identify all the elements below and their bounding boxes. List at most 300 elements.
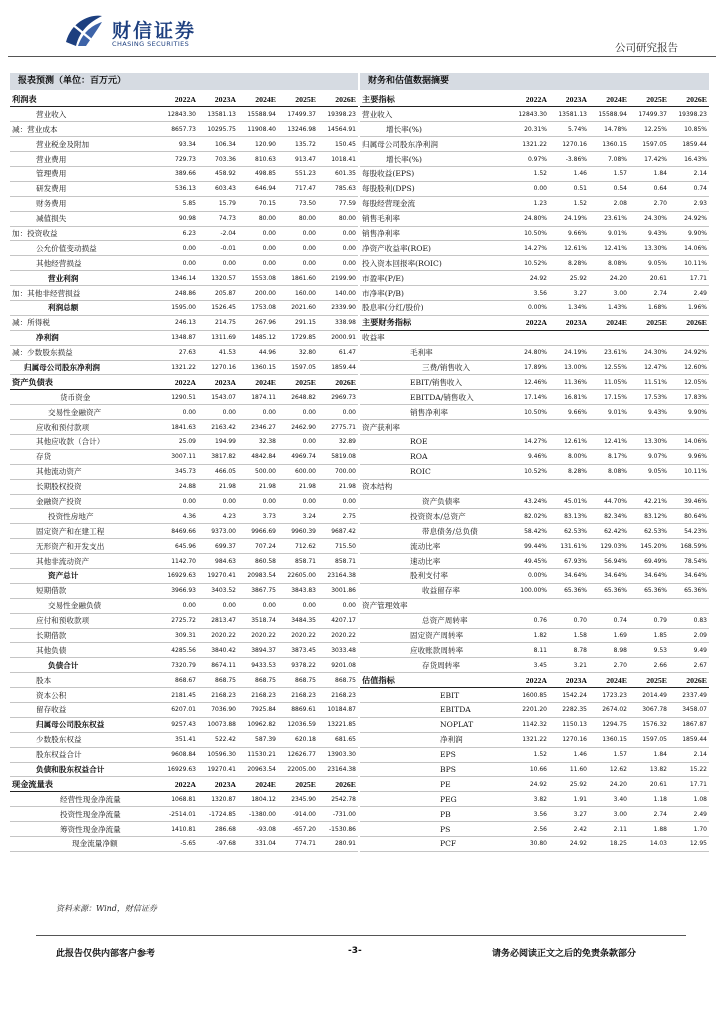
row-label: 减值损失 bbox=[10, 211, 158, 226]
row-label: 加：投资收益 bbox=[10, 226, 158, 241]
forecast-row bbox=[10, 747, 358, 762]
row-value: 309.31 bbox=[158, 628, 198, 643]
valuation-row bbox=[360, 271, 709, 286]
row-value: 2168.23 bbox=[198, 688, 238, 703]
forecast-row bbox=[10, 583, 358, 598]
valuation-row bbox=[360, 405, 709, 420]
row-value: 2.09 bbox=[669, 628, 709, 643]
row-value: 1753.08 bbox=[238, 300, 278, 315]
row-value: 9.49 bbox=[669, 643, 709, 658]
row-value: 24.30% bbox=[629, 345, 669, 360]
row-value: 3518.74 bbox=[238, 613, 278, 628]
row-value: 11.36% bbox=[549, 375, 589, 390]
row-label: 三费/销售收入 bbox=[360, 360, 509, 375]
row-label: PS bbox=[360, 822, 509, 837]
row-value: 44.96 bbox=[238, 345, 278, 360]
row-value: 129.03% bbox=[589, 539, 629, 554]
row-value: 0.00% bbox=[509, 569, 549, 584]
row-value: 80.00 bbox=[238, 211, 278, 226]
row-value: 20983.54 bbox=[238, 569, 278, 584]
row-value: 25.09 bbox=[158, 434, 198, 449]
row-value bbox=[549, 479, 589, 494]
forecast-table bbox=[10, 92, 358, 852]
row-value: 1142.32 bbox=[509, 717, 549, 732]
row-value: 1859.44 bbox=[669, 137, 709, 152]
row-value: 43.24% bbox=[509, 494, 549, 509]
row-value: 868.75 bbox=[238, 673, 278, 688]
row-value: 1.34% bbox=[549, 300, 589, 315]
row-value: 3843.83 bbox=[278, 583, 318, 598]
source-note: 资料来源：Wind，财信证券 bbox=[56, 904, 157, 913]
row-label: 公允价值变动损益 bbox=[10, 241, 158, 256]
row-label: 加：其他非经营损益 bbox=[10, 286, 158, 301]
valuation-row bbox=[360, 122, 709, 137]
row-value: 1.52 bbox=[549, 196, 589, 211]
row-value: 82.02% bbox=[509, 509, 549, 524]
row-value: 1.96% bbox=[669, 300, 709, 315]
row-value: 80.00 bbox=[318, 211, 358, 226]
row-value: 700.00 bbox=[318, 464, 358, 479]
row-value: 16.43% bbox=[669, 152, 709, 167]
row-value: 1294.75 bbox=[589, 717, 629, 732]
row-label: 流动比率 bbox=[360, 539, 509, 554]
year-header: 2022A bbox=[158, 92, 198, 107]
row-value: 0.00 bbox=[318, 226, 358, 241]
row-value: 7925.84 bbox=[238, 703, 278, 718]
row-label: 固定资产和在建工程 bbox=[10, 524, 158, 539]
row-value: 0.00 bbox=[509, 181, 549, 196]
row-value: 466.05 bbox=[198, 464, 238, 479]
row-value: 0.00 bbox=[158, 256, 198, 271]
row-label: EPS bbox=[360, 747, 509, 762]
row-value: 10.52% bbox=[509, 464, 549, 479]
row-value: 1841.63 bbox=[158, 420, 198, 435]
row-value: 32.80 bbox=[278, 345, 318, 360]
row-value: 80.64% bbox=[669, 509, 709, 524]
row-value: 1321.22 bbox=[509, 732, 549, 747]
row-value bbox=[669, 420, 709, 435]
row-value: 24.92 bbox=[549, 837, 589, 852]
row-value: 1542.24 bbox=[549, 688, 589, 703]
row-label: 存货 bbox=[10, 449, 158, 464]
valuation-row bbox=[360, 732, 709, 747]
row-value: 0.00% bbox=[509, 300, 549, 315]
row-value: 23164.38 bbox=[318, 762, 358, 777]
row-value: 868.75 bbox=[198, 673, 238, 688]
row-value: 106.34 bbox=[198, 137, 238, 152]
row-value: 11.51% bbox=[629, 375, 669, 390]
row-value: 1.84 bbox=[629, 747, 669, 762]
row-label: 速动比率 bbox=[360, 554, 509, 569]
year-header: 2022A bbox=[509, 315, 549, 330]
row-value: 1553.08 bbox=[238, 271, 278, 286]
row-value: 1.43% bbox=[589, 300, 629, 315]
row-value: 717.47 bbox=[278, 181, 318, 196]
row-value: 2.42 bbox=[549, 822, 589, 837]
row-label: 营业税金及附加 bbox=[10, 137, 158, 152]
row-value: 13581.13 bbox=[198, 107, 238, 122]
row-value: 19398.23 bbox=[318, 107, 358, 122]
row-value: 699.37 bbox=[198, 539, 238, 554]
row-label: 负债和股东权益合计 bbox=[10, 762, 158, 777]
row-value: 12.60% bbox=[669, 360, 709, 375]
row-value: 1.46 bbox=[549, 166, 589, 181]
row-value: 30.80 bbox=[509, 837, 549, 852]
forecast-row bbox=[10, 703, 358, 718]
row-label: 应付和预收款项 bbox=[10, 613, 158, 628]
row-value: 729.73 bbox=[158, 152, 198, 167]
row-value: 3.21 bbox=[549, 658, 589, 673]
year-header: 2026E bbox=[669, 315, 709, 330]
row-value: 0.00 bbox=[278, 598, 318, 613]
row-value: 1270.16 bbox=[549, 732, 589, 747]
forecast-row bbox=[10, 732, 358, 747]
valuation-row bbox=[360, 345, 709, 360]
valuation-row bbox=[360, 658, 709, 673]
row-value: 21.98 bbox=[278, 479, 318, 494]
valuation-row bbox=[360, 464, 709, 479]
row-value: 2.74 bbox=[629, 807, 669, 822]
row-value: 8.17% bbox=[589, 449, 629, 464]
row-value: 15588.94 bbox=[589, 107, 629, 122]
row-value: 1320.57 bbox=[198, 271, 238, 286]
row-value: 140.00 bbox=[318, 286, 358, 301]
row-label: 负债合计 bbox=[10, 658, 158, 673]
row-value: 10.52% bbox=[509, 256, 549, 271]
row-value: 2346.27 bbox=[238, 420, 278, 435]
row-value: 0.00 bbox=[238, 405, 278, 420]
row-value: 0.00 bbox=[318, 256, 358, 271]
row-value: 1597.05 bbox=[278, 360, 318, 375]
valuation-row bbox=[360, 703, 709, 718]
row-value: 12.95 bbox=[669, 837, 709, 852]
row-value: 1.58 bbox=[549, 628, 589, 643]
row-label: PE bbox=[360, 777, 509, 792]
row-label: 经营性现金净流量 bbox=[10, 792, 158, 807]
row-value: 1.52 bbox=[509, 747, 549, 762]
row-value bbox=[549, 598, 589, 613]
row-value: 32.38 bbox=[238, 434, 278, 449]
row-value: 2.66 bbox=[629, 658, 669, 673]
row-value: 77.59 bbox=[318, 196, 358, 211]
row-value: 3.27 bbox=[549, 807, 589, 822]
row-value: 9.66% bbox=[549, 226, 589, 241]
row-label: 资产获利率 bbox=[360, 420, 509, 435]
forecast-row-section-header bbox=[10, 375, 358, 390]
row-label: 市盈率(P/E) bbox=[360, 271, 509, 286]
valuation-table bbox=[360, 92, 709, 852]
row-value: 712.62 bbox=[278, 539, 318, 554]
forecast-row bbox=[10, 271, 358, 286]
valuation-row bbox=[360, 286, 709, 301]
row-label: 归属母公司股东权益 bbox=[10, 717, 158, 732]
row-value: 9.07% bbox=[629, 449, 669, 464]
row-value: 291.15 bbox=[278, 315, 318, 330]
row-label: 净资产收益率(ROE) bbox=[360, 241, 509, 256]
row-value: 10295.75 bbox=[198, 122, 238, 137]
row-value: 1.18 bbox=[629, 792, 669, 807]
row-value: 22005.00 bbox=[278, 762, 318, 777]
row-value: 0.00 bbox=[238, 494, 278, 509]
row-label: 交易性金融资产 bbox=[10, 405, 158, 420]
row-value: 2337.49 bbox=[669, 688, 709, 703]
row-label: 资产负债率 bbox=[360, 494, 509, 509]
row-value: 1.57 bbox=[589, 747, 629, 762]
row-value: 2.56 bbox=[509, 822, 549, 837]
row-value: 280.91 bbox=[318, 837, 358, 852]
valuation-row bbox=[360, 613, 709, 628]
row-label: 收益率 bbox=[360, 330, 509, 345]
row-value: 24.30% bbox=[629, 211, 669, 226]
row-value: 4969.74 bbox=[278, 449, 318, 464]
row-value: 14.78% bbox=[589, 122, 629, 137]
row-value: 17.71 bbox=[669, 777, 709, 792]
row-value: 286.68 bbox=[198, 822, 238, 837]
row-label: BPS bbox=[360, 762, 509, 777]
row-value: 3001.86 bbox=[318, 583, 358, 598]
row-value: 2.70 bbox=[629, 196, 669, 211]
row-value: 2.93 bbox=[669, 196, 709, 211]
forecast-row bbox=[10, 807, 358, 822]
row-value: 8.00% bbox=[549, 449, 589, 464]
row-value: 1.88 bbox=[629, 822, 669, 837]
row-value: 15588.94 bbox=[238, 107, 278, 122]
row-value: 12843.30 bbox=[509, 107, 549, 122]
row-label: 财务费用 bbox=[10, 196, 158, 211]
row-label: 其他经营损益 bbox=[10, 256, 158, 271]
row-value: 1348.87 bbox=[158, 330, 198, 345]
row-value: 458.92 bbox=[198, 166, 238, 181]
forecast-row bbox=[10, 449, 358, 464]
row-label: 减：营业成本 bbox=[10, 122, 158, 137]
row-value: 2201.20 bbox=[509, 703, 549, 718]
row-value: 2775.71 bbox=[318, 420, 358, 435]
brand-name-en: CHASING SECURITIES bbox=[112, 40, 190, 48]
row-value: 8869.61 bbox=[278, 703, 318, 718]
row-value: 12626.77 bbox=[278, 747, 318, 762]
forecast-row bbox=[10, 479, 358, 494]
row-value: 603.43 bbox=[198, 181, 238, 196]
row-value: 32.89 bbox=[318, 434, 358, 449]
row-value: 4285.56 bbox=[158, 643, 198, 658]
row-value: 868.67 bbox=[158, 673, 198, 688]
row-value: 1270.16 bbox=[198, 360, 238, 375]
valuation-row bbox=[360, 434, 709, 449]
row-label: 增长率(%) bbox=[360, 122, 509, 137]
row-value: 0.00 bbox=[238, 598, 278, 613]
row-value: 12.46% bbox=[509, 375, 549, 390]
row-value: 44.70% bbox=[589, 494, 629, 509]
row-value: 24.92 bbox=[509, 777, 549, 792]
row-value: 1859.44 bbox=[669, 732, 709, 747]
row-value: 10184.87 bbox=[318, 703, 358, 718]
row-value: 1729.85 bbox=[278, 330, 318, 345]
forecast-row bbox=[10, 226, 358, 241]
row-value: 13.82 bbox=[629, 762, 669, 777]
row-value: 2339.90 bbox=[318, 300, 358, 315]
year-header: 2023A bbox=[198, 375, 238, 390]
row-value: 331.04 bbox=[238, 837, 278, 852]
row-label: 减：少数股东损益 bbox=[10, 345, 158, 360]
row-value: 80.00 bbox=[278, 211, 318, 226]
row-label: 长期借款 bbox=[10, 628, 158, 643]
row-value: 34.64% bbox=[669, 569, 709, 584]
row-value: -2.04 bbox=[198, 226, 238, 241]
row-value: 3067.78 bbox=[629, 703, 669, 718]
row-value: 3.56 bbox=[509, 286, 549, 301]
valuation-row bbox=[360, 777, 709, 792]
forecast-row bbox=[10, 643, 358, 658]
row-value: 551.23 bbox=[278, 166, 318, 181]
row-value: 10.50% bbox=[509, 405, 549, 420]
row-label: 其他非流动资产 bbox=[10, 554, 158, 569]
row-value: 11.60 bbox=[549, 762, 589, 777]
row-value: 22605.00 bbox=[278, 569, 318, 584]
row-value: 24.80% bbox=[509, 211, 549, 226]
year-header: 2025E bbox=[278, 92, 318, 107]
row-value: 17.42% bbox=[629, 152, 669, 167]
row-value: 0.83 bbox=[669, 613, 709, 628]
row-value: 2.74 bbox=[629, 286, 669, 301]
year-header: 2026E bbox=[318, 375, 358, 390]
row-label: ROA bbox=[360, 449, 509, 464]
row-value: 3817.82 bbox=[198, 449, 238, 464]
row-value: -1530.86 bbox=[318, 822, 358, 837]
row-value: 200.00 bbox=[238, 286, 278, 301]
row-label: 收益留存率 bbox=[360, 583, 509, 598]
row-value: 13.30% bbox=[629, 434, 669, 449]
row-value: 1576.32 bbox=[629, 717, 669, 732]
row-label: 营业费用 bbox=[10, 152, 158, 167]
row-value: 500.00 bbox=[238, 464, 278, 479]
row-label: 交易性金融负债 bbox=[10, 598, 158, 613]
row-value: 12.55% bbox=[589, 360, 629, 375]
row-value: 2020.22 bbox=[198, 628, 238, 643]
row-value: 858.71 bbox=[318, 554, 358, 569]
row-value: 8.11 bbox=[509, 643, 549, 658]
row-value: 61.47 bbox=[318, 345, 358, 360]
row-value: 0.00 bbox=[198, 405, 238, 420]
row-value: -5.65 bbox=[158, 837, 198, 852]
valuation-row bbox=[360, 449, 709, 464]
row-label: 筹资性现金净流量 bbox=[10, 822, 158, 837]
row-label: 利润总额 bbox=[10, 300, 158, 315]
row-value: 389.66 bbox=[158, 166, 198, 181]
forecast-row bbox=[10, 509, 358, 524]
valuation-row bbox=[360, 360, 709, 375]
row-value: 17499.37 bbox=[629, 107, 669, 122]
row-value: 3403.52 bbox=[198, 583, 238, 598]
forecast-row bbox=[10, 196, 358, 211]
row-value: 1290.51 bbox=[158, 390, 198, 405]
row-value: 646.94 bbox=[238, 181, 278, 196]
row-value: -3.86% bbox=[549, 152, 589, 167]
valuation-row bbox=[360, 152, 709, 167]
row-value: 2.14 bbox=[669, 747, 709, 762]
forecast-row bbox=[10, 569, 358, 584]
forecast-row bbox=[10, 107, 358, 122]
valuation-row bbox=[360, 390, 709, 405]
valuation-row bbox=[360, 524, 709, 539]
row-value: 0.00 bbox=[198, 598, 238, 613]
forecast-row bbox=[10, 539, 358, 554]
row-value: 0.00 bbox=[318, 598, 358, 613]
forecast-row bbox=[10, 390, 358, 405]
row-value: 2.70 bbox=[589, 658, 629, 673]
valuation-row-section-header bbox=[360, 92, 709, 107]
row-value: 1.91 bbox=[549, 792, 589, 807]
row-label: 货币资金 bbox=[10, 390, 158, 405]
year-header: 2023A bbox=[198, 92, 238, 107]
forecast-row bbox=[10, 360, 358, 375]
row-value: 2.14 bbox=[669, 166, 709, 181]
row-value: 8.08% bbox=[589, 256, 629, 271]
year-header: 2022A bbox=[509, 673, 549, 688]
row-value: 0.00 bbox=[198, 256, 238, 271]
row-value: 0.00 bbox=[238, 241, 278, 256]
row-label: PEG bbox=[360, 792, 509, 807]
row-value: 13903.30 bbox=[318, 747, 358, 762]
row-value: 0.00 bbox=[198, 494, 238, 509]
row-label: EBITDA bbox=[360, 703, 509, 718]
row-value: 83.13% bbox=[549, 509, 589, 524]
row-value: 9.01% bbox=[589, 226, 629, 241]
valuation-row bbox=[360, 747, 709, 762]
valuation-row bbox=[360, 509, 709, 524]
row-value: 13221.85 bbox=[318, 717, 358, 732]
row-label: 其他应收款（合计） bbox=[10, 434, 158, 449]
row-value: 0.70 bbox=[549, 613, 589, 628]
forecast-row bbox=[10, 494, 358, 509]
valuation-row bbox=[360, 688, 709, 703]
row-value: 16.81% bbox=[549, 390, 589, 405]
row-value: 9201.08 bbox=[318, 658, 358, 673]
year-header: 2025E bbox=[278, 777, 318, 792]
valuation-row bbox=[360, 822, 709, 837]
valuation-row bbox=[360, 583, 709, 598]
forecast-row bbox=[10, 554, 358, 569]
valuation-row bbox=[360, 643, 709, 658]
valuation-row bbox=[360, 539, 709, 554]
row-value bbox=[589, 598, 629, 613]
row-value: 0.00 bbox=[278, 241, 318, 256]
row-value: 3894.37 bbox=[238, 643, 278, 658]
row-value: 20.61 bbox=[629, 777, 669, 792]
valuation-row bbox=[360, 226, 709, 241]
row-value: 1321.22 bbox=[509, 137, 549, 152]
row-value bbox=[629, 420, 669, 435]
row-value: 18.25 bbox=[589, 837, 629, 852]
row-value: 2.67 bbox=[669, 658, 709, 673]
row-value: 17.15% bbox=[589, 390, 629, 405]
valuation-row-section-header bbox=[360, 673, 709, 688]
row-value: 12.61% bbox=[549, 434, 589, 449]
row-value: 1600.85 bbox=[509, 688, 549, 703]
footer-disclaimer-left: 此报告仅供内部客户参考 bbox=[56, 949, 156, 959]
row-value bbox=[589, 330, 629, 345]
row-label: 销售净利率 bbox=[360, 226, 509, 241]
brand-name-cn: 财信证券 bbox=[112, 20, 197, 42]
row-label: 营业利润 bbox=[10, 271, 158, 286]
row-value: 1018.41 bbox=[318, 152, 358, 167]
row-value: 0.74 bbox=[589, 613, 629, 628]
row-value: 9.66% bbox=[549, 405, 589, 420]
year-header: 2023A bbox=[549, 673, 589, 688]
row-label: 毛利率 bbox=[360, 345, 509, 360]
row-value: 1.69 bbox=[589, 628, 629, 643]
row-value bbox=[509, 598, 549, 613]
row-value: 8.78 bbox=[549, 643, 589, 658]
